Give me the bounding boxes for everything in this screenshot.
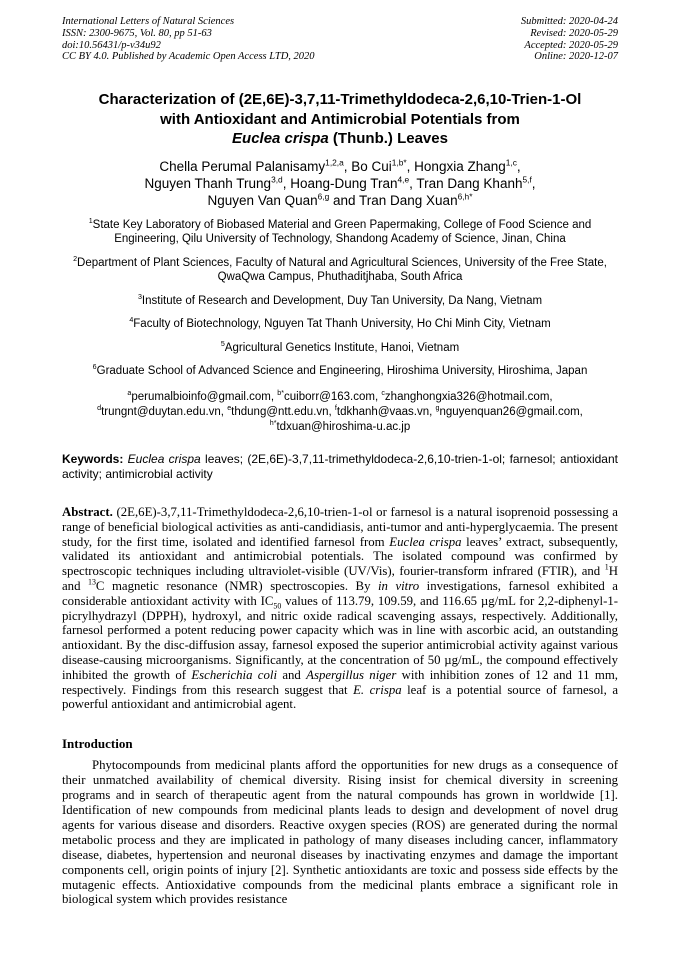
affiliation-3: $^3$Institute of Research and Development, Duy Tan University, Da Nang, Vietnam bbox=[137, 292, 543, 307]
affiliation-6: $^6$Graduate School of Advanced Science and Engineering, Hiroshima University, Hiroshima, Japan bbox=[92, 363, 588, 378]
submission-dates bbox=[521, 16, 618, 63]
journal-license: CC BY 4.0. Published by Academic Open Access LTD, 2020 bbox=[62, 51, 315, 63]
journal-info bbox=[62, 16, 315, 63]
introduction-paragraph: Phytocompounds from medicinal plants afford the opportunities for new drugs as a consequence of their unmatched availability of chemical diversity. Rising insist for chemical diversity in screening programs and in search of therapeutic agent from the natural compounds has grown in worldwide [1]. Identification of new compounds from medicinal plants leads to design and development of novel drug agents for various disease and disorders. Reactive oxygen species (ROS) are generated during the normal metabolic process and they are implicated in pathology of many diseases including cancer, inflammatory disease, diabetes, hypertension and neuronal diseases by inactivating enzymes and damage the important components cell, origin points of injury [2]. Synthetic antioxidants are toxic and possess side effects by the mutagenic effects. Antioxidative compounds from the medicinal plants embrace a significant role in biological system which provides resistance bbox=[62, 758, 618, 907]
keywords-paragraph: Keywords: Euclea crispa leaves; (2E,6E)-3,7,11-trimethyldodeca-2,6,10-trien-1-ol; farnesol; antioxidant activity; antimicrobial activity bbox=[62, 451, 618, 481]
affiliation-4: $^4$Faculty of Biotechnology, Nguyen Tat Thanh University, Ho Chi Minh City, Vietnam bbox=[129, 316, 551, 331]
article-title: Characterization of (2E,6E)-3,7,11-Trimethyldodeca-2,6,10-Trien-1-Ol with Antioxidant and Antimicrobial Potentials from Euclea crispa (Thunb.) Leaves bbox=[98, 91, 582, 148]
journal-issn-volume: ISSN: 2300-9675, Vol. 80, pp 51-63 bbox=[62, 27, 212, 39]
date-revised: Revised: 2020-05-29 bbox=[530, 27, 618, 39]
section-heading-introduction: Introduction bbox=[62, 736, 133, 752]
author-emails: $^a$perumalbioinfo@gmail.com, $^{b*}$cuiborr@163.com, $^c$zhanghongxia326@hotmail.com, $^d$trungnt@duytan.edu.vn, $^e$thdung@ntt.edu.vn, $^f$tdkhanh@vaas.vn, $^g$nguyenquan26@gmail.com, $^{h*}$tdxuan@hiroshima-u.ac.jp bbox=[97, 388, 583, 433]
date-accepted: Accepted: 2020-05-29 bbox=[524, 39, 618, 51]
date-submitted: Submitted: 2020-04-24 bbox=[520, 16, 618, 27]
date-online: Online: 2020-12-07 bbox=[534, 51, 618, 63]
journal-header bbox=[62, 16, 618, 63]
journal-doi: doi:10.56431/p-v34u92 bbox=[62, 39, 161, 51]
journal-title: International Letters of Natural Sciences bbox=[62, 16, 235, 27]
abstract-paragraph: Abstract. (2E,6E)-3,7,11-Trimethyldodeca-2,6,10-trien-1-ol or farnesol is a natural isoprenoid possessing a range of beneficial biological activities as anti-candidiasis, anti-tumor and anti-hyperglycaemia. The present study, for the first time, isolated and identified farnesol from Euclea crispa leaves’ extract, subsequently, validated its antioxidant and antimicrobial potentials. The isolated compound was confirmed by spectroscopic techniques including ultraviolet-visible (UV/Vis), fourier-transform infrared (FTIR), and $^1$H and $^{13}$C magnetic resonance (NMR) spectroscopies. By in vitro investigations, farnesol exhibited a considerable antioxidant activity with $IC_{50}$ values of 113.79, 109.59, and 116.65 µg/mL for 2,2-diphenyl-1-picrylhydrazyl (DPPH), hydroxyl, and nitric oxide radical scavenging assays, respectively. Additionally, farnesol performed a potent reducing power capacity which was in line with ascorbic acid, an outstanding antioxidant. By the disc-diffusion assay, farnesol exposed the superior antimicrobial activity against various disease-causing microorganisms. Significantly, at the concentration of 50 µg/mL, the compound effectively inhibited the growth of Escherichia coli and Aspergillus niger with inhibition zones of 12 and 11 mm, respectively. Findings from this research suggest that E. crispa leaf is a potential source of farnesol, a powerful antioxidant and antimicrobial agent. bbox=[62, 505, 618, 712]
affiliation-2: $^2$Department of Plant Sciences, Faculty of Natural and Agricultural Sciences, University of the Free State, QwaQwa Campus, Phuthaditjhaba, South Africa bbox=[73, 254, 607, 284]
affiliation-1: $^1$State Key Laboratory of Biobased Material and Green Papermaking, College of Food Science and Engineering, Qilu University of Technology, Shandong Academy of Science, Jinan, China bbox=[88, 216, 592, 246]
author-list: Chella Perumal Palanisamy$^{1,2,a}$, Bo Cui$^{1,b*}$, Hongxia Zhang$^{1,c}$, Nguyen Thanh Trung$^{3,d}$, Hoang-Dung Tran$^{4,e}$, Tran Dang Khanh$^{5,f}$, Nguyen Van Quan$^{6,g}$ and Tran Dang Xuan$^{6,h*}$ bbox=[144, 157, 536, 208]
affiliation-5: $^5$Agricultural Genetics Institute, Hanoi, Vietnam bbox=[220, 339, 460, 354]
